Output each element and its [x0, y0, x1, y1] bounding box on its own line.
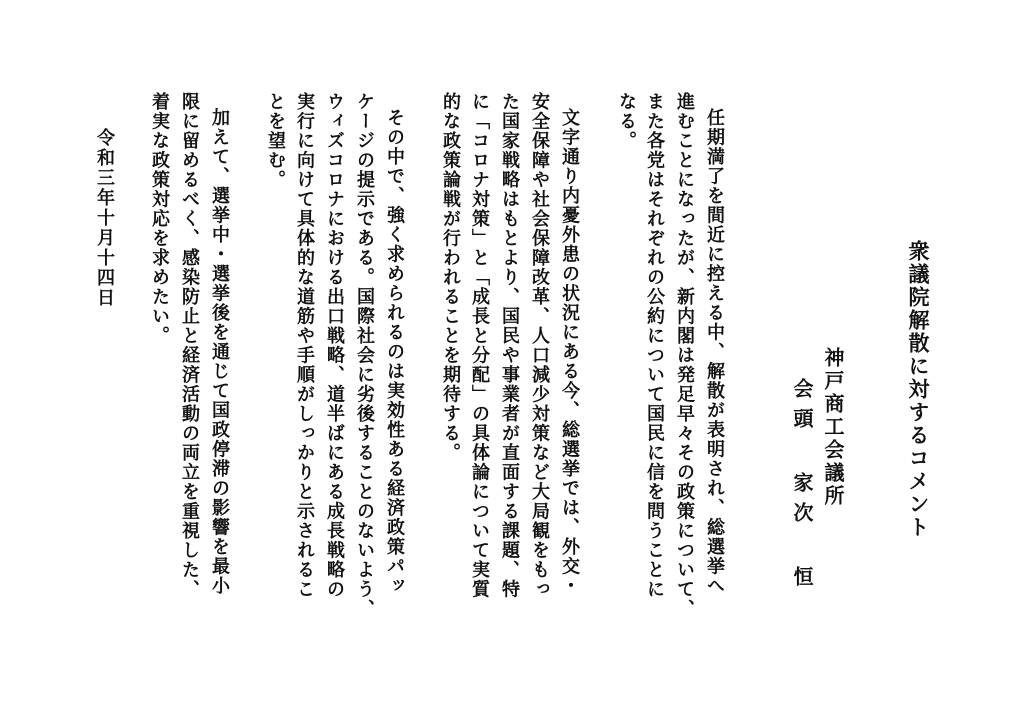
paragraph-1-line-4: なる。 — [616, 92, 637, 151]
paragraph-1-line-2: 進むことになったが、新内閣は発足早々その政策について、 — [674, 92, 695, 619]
document-title: 衆議院解散に対するコメント — [906, 240, 931, 539]
paragraph-2-line-3: た国家戦略はもとより、国民や事業者が直面する課題、特 — [499, 92, 520, 599]
paragraph-3-line-3: ウィズコロナにおける出口戦略、道半ばにある成長戦略の — [324, 92, 345, 599]
paragraph-4-line-1: 加えて、選挙中・選挙後を通じて国政停滞の影響を最小 — [209, 108, 230, 596]
organization-name: 神戸商工会議所 — [821, 347, 845, 508]
paragraph-2-line-5: 的な政策論戦が行われることを期待する。 — [440, 92, 461, 463]
paragraph-3-line-2: ケージの提示である。国際社会に劣後することのないよう、 — [354, 92, 375, 619]
paragraph-3-line-5: とを望む。 — [265, 92, 286, 190]
paragraph-2-line-4: に「コロナ対策」と「成長と分配」の具体論について実質 — [469, 92, 490, 599]
paragraph-3-line-1: その中で、強く求められるのは実効性ある経済政策パッ — [384, 108, 405, 596]
paragraph-4-line-3: 着実な政策対応を求めたい。 — [149, 92, 170, 346]
paragraph-4-line-2: 限に留めるべく、感染防止と経済活動の両立を重視した、 — [179, 92, 200, 599]
paragraph-3-line-4: 実行に向けて具体的な道筋や手順がしっかりと示されるこ — [294, 92, 315, 599]
author-name: 会頭 家次 恒 — [790, 378, 814, 596]
paragraph-2-line-2: 安全保障や社会保障改革、人口減少対策など大局観をもっ — [529, 92, 550, 599]
paragraph-1-line-3: また各党はそれぞれの公約について国民に信を問うことに — [644, 92, 665, 599]
paragraph-1-line-1: 任期満了を間近に控える中、解散が表明され、総選挙へ — [704, 108, 725, 596]
paragraph-2-line-1: 文字通り内憂外患の状況にある今、総選挙では、外交・ — [559, 108, 580, 596]
document-date: 令和三年十月十四日 — [94, 128, 115, 308]
